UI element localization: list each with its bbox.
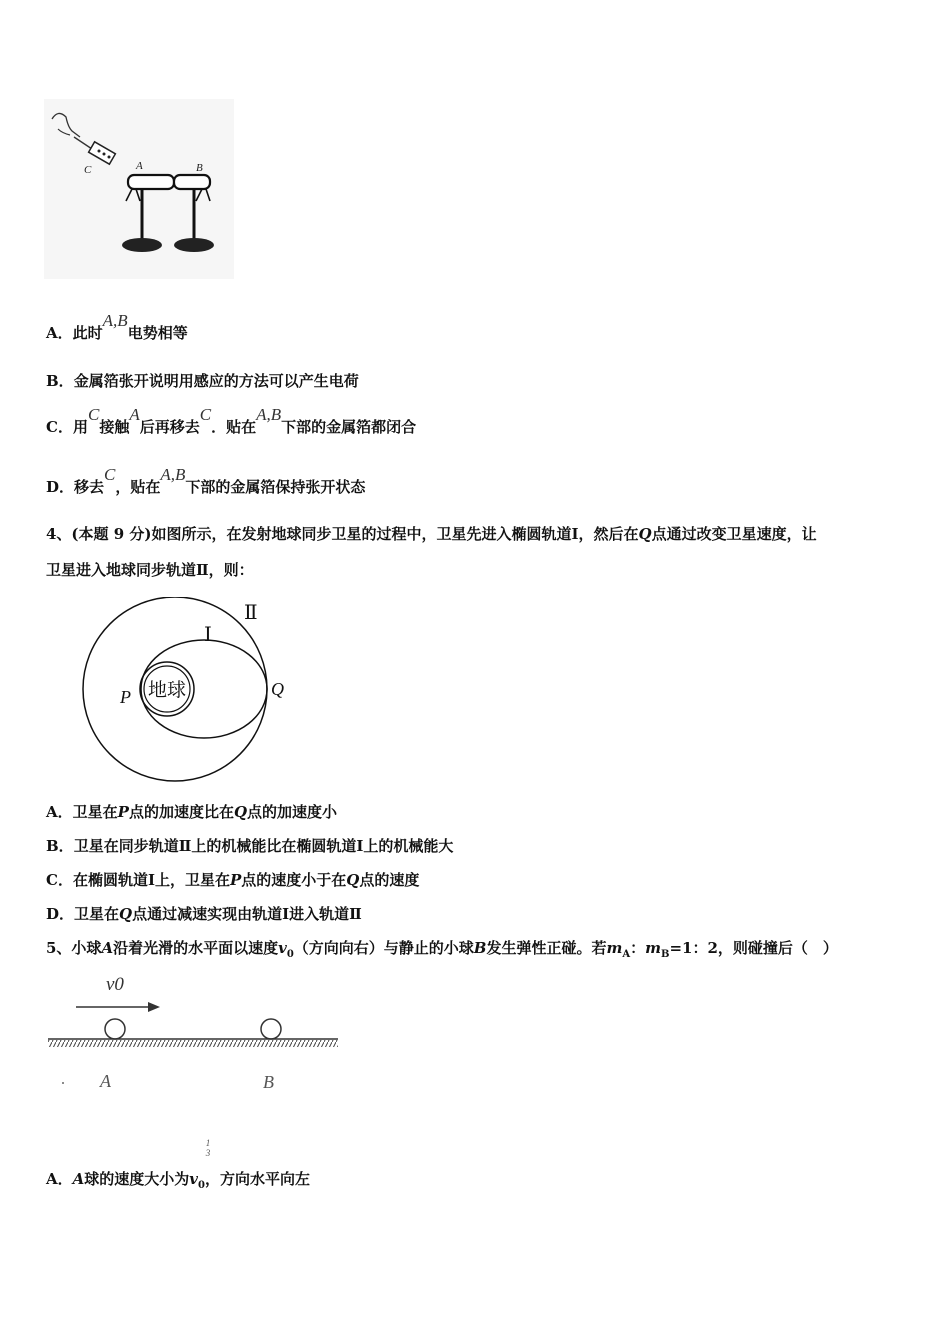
q5-figure [44, 970, 344, 1095]
math-symbol: A,B [256, 405, 282, 424]
option-letter: A． [46, 324, 73, 342]
question-text: 点通过改变卫星速度，让 [651, 525, 817, 543]
ball-a-label: A [100, 1071, 111, 1091]
option-text: 在椭圆轨道Ⅰ上，卫星在 [72, 871, 230, 889]
orbit-diagram [80, 597, 300, 787]
subscript: 0 [286, 949, 294, 960]
fraction-denominator: 3 [205, 1148, 211, 1158]
math-symbol: A [129, 405, 140, 424]
label-c: C [84, 164, 92, 176]
variable: Q [119, 905, 133, 923]
collision-diagram [44, 970, 344, 1095]
question-text: 卫星进入地球同步轨道Ⅱ，则： [46, 561, 254, 579]
conductor-b [174, 175, 210, 189]
variable: Q [638, 525, 652, 543]
question-text: 5、小球 [46, 939, 102, 957]
earth-label: 地球 [148, 680, 187, 701]
base-a [122, 238, 162, 252]
question-text: （方向向右）与静止的小球 [293, 939, 474, 957]
question-text: 沿着光滑的水平面以速度 [113, 939, 279, 957]
math-symbol: C [199, 405, 212, 424]
option-letter: A． [46, 803, 73, 821]
q3-figure [44, 99, 234, 279]
q3-option-d [46, 465, 366, 497]
ball-a [105, 1019, 125, 1039]
ground-hatch [48, 1040, 338, 1047]
variable: P [229, 871, 242, 889]
option-text: 点的速度小于在 [241, 871, 347, 889]
option-text: 电势相等 [127, 324, 188, 342]
variable: m [606, 939, 623, 957]
option-text: ．贴在 [211, 418, 257, 436]
variable: B [473, 939, 487, 957]
subscript: B [661, 949, 670, 960]
option-text: 后再移去 [139, 418, 200, 436]
question-text: ： [630, 939, 646, 957]
option-text: 卫星在同步轨道Ⅱ上的机械能比在椭圆轨道Ⅰ上的机械能大 [73, 837, 454, 855]
conductor-a [128, 175, 174, 189]
option-text: 点通过减速实现由轨道Ⅰ进入轨道Ⅱ [132, 905, 362, 923]
variable: Q [346, 871, 360, 889]
question-text: =1：2，则碰撞后（ ） [669, 939, 838, 957]
option-letter: D． [46, 905, 75, 923]
option-letter: D． [46, 478, 75, 496]
orbit-2-label: Ⅱ [244, 602, 258, 624]
option-text: 接触 [99, 418, 130, 436]
orbit-1-label: Ⅰ [204, 624, 212, 646]
option-text: 用 [72, 418, 88, 436]
q4-option-a [46, 801, 337, 822]
arrow-head-icon [148, 1002, 160, 1012]
option-letter: C． [46, 418, 73, 436]
subscript: 0 [198, 1180, 205, 1191]
q4-option-d [46, 903, 362, 924]
variable: Q [233, 803, 248, 821]
q3-option-a [46, 311, 188, 343]
variable: m [645, 939, 662, 957]
q4-option-b [46, 835, 453, 856]
option-letter: B． [46, 837, 74, 855]
math-symbol: C [104, 465, 116, 484]
option-text: ，方向水平向左 [204, 1170, 310, 1188]
q3-option-b [46, 370, 359, 391]
option-text: 下部的金属箔都闭合 [281, 418, 417, 436]
option-text: 点的加速度比在 [128, 803, 234, 821]
option-letter: C． [46, 871, 73, 889]
point-q-label: Q [271, 679, 284, 699]
option-text: 金属箔张开说明用感应的方法可以产生电荷 [73, 372, 359, 390]
variable: A [72, 1170, 85, 1188]
question-text: 发生弹性正碰。若 [486, 939, 607, 957]
question-text: 4、(本题 9 分)如图所示，在发射地球同步卫星的过程中，卫星先进入椭圆轨道Ⅰ，然后在 [46, 525, 639, 543]
q4-figure [80, 597, 300, 787]
q4-option-c [46, 869, 419, 890]
math-symbol: C [87, 405, 100, 424]
velocity-label: v0 [106, 974, 124, 995]
label-a: A [136, 160, 143, 172]
option-text: 点的速度 [359, 871, 420, 889]
option-text: 此时 [72, 324, 103, 342]
option-text: 下部的金属箔保持张开状态 [185, 478, 366, 496]
option-text: 卫星在 [74, 905, 120, 923]
option-text: 球的速度大小为 [84, 1170, 190, 1188]
option-text: 移去 [74, 478, 105, 496]
q4-stem-line1 [46, 523, 817, 544]
variable: A [101, 939, 114, 957]
label-b: B [196, 162, 203, 174]
q5-option-a [46, 1168, 310, 1191]
option-letter: B． [46, 372, 74, 390]
ball-b [261, 1019, 281, 1039]
fraction-numerator: 1 [205, 1138, 211, 1148]
ball-b-label: B [263, 1072, 274, 1092]
option-letter: A． [46, 1170, 73, 1188]
base-b [174, 238, 214, 252]
q5-stem [46, 937, 838, 960]
fraction [203, 1138, 213, 1158]
math-symbol: A,B [102, 311, 128, 330]
q3-option-c [46, 405, 417, 437]
point-p-label: P [120, 687, 131, 707]
option-text: 点的加速度小 [247, 803, 338, 821]
electroscope-diagram [44, 99, 234, 279]
math-symbol: A,B [160, 465, 186, 484]
option-text: 卫星在 [72, 803, 118, 821]
variable: v [278, 939, 287, 957]
option-text: ，贴在 [115, 478, 161, 496]
variable: P [117, 803, 129, 821]
q4-stem-line2 [46, 559, 254, 580]
variable: v [189, 1170, 199, 1188]
subscript: A [622, 949, 631, 960]
